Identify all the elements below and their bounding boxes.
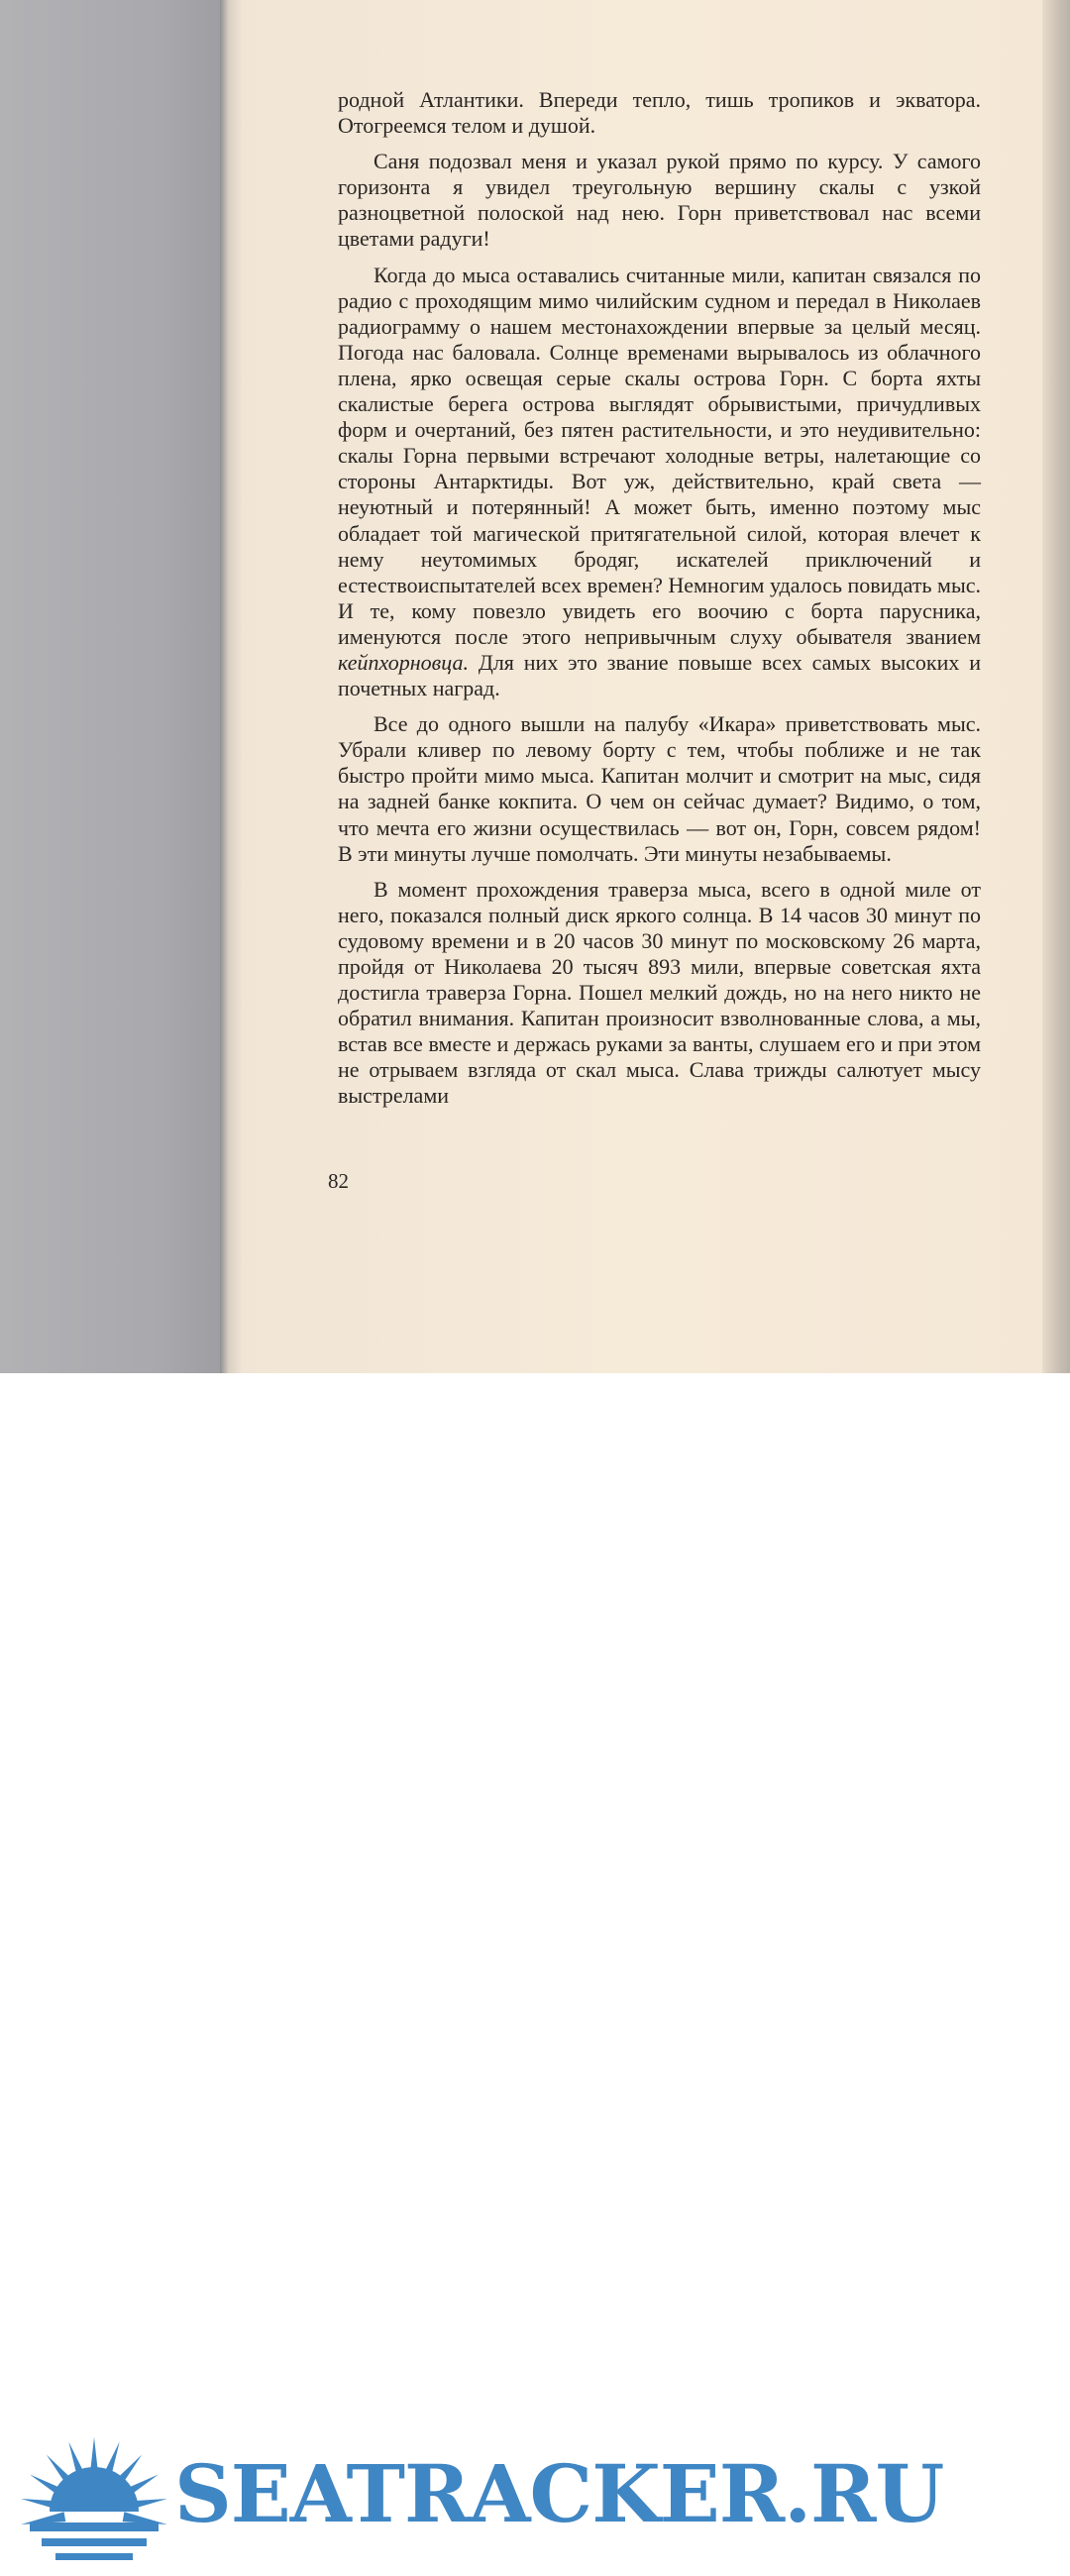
page-right-edge <box>1042 0 1070 1373</box>
paragraph-3-text-before: Когда до мыса оставались считанные мили, капитан связался по радио с проходящим мимо чилийским судном и передал в Николаев радиограмму о нашем местонахождении впервые за целый месяц. Погода нас баловала. Солнце временами вырывалось из облачного плена, ярко освещая серые скалы острова Горн. С борта яхты скалистые берега острова выглядят обрывистыми, причудливых форм и очертаний, без пятен растительности, и это неудивительно: скалы Горна первыми встречают холодные ветры, налетающие со стороны Антарктиды. Вот уж, действительно, край света — неуютный и потерянный! А может быть, именно поэтому мыс обладает той магической притягательной силой, которая влечет к нему неутомимых бродяг, искателей приключений и естествоиспытателей всех времен? Немногим удалось повидать мыс. И те, кому повезло увидеть его воочию с борта парусника, именуются после этого непривычным слуху обывателя званием <box>338 262 981 649</box>
watermark-text: SEATRACKER.RU <box>174 2447 944 2540</box>
paragraph-3-emphasis: кейпхорновца. <box>338 649 469 675</box>
paragraph-1: родной Атлантики. Впереди тепло, тишь тропиков и экватора. Отогреемся телом и душой. <box>338 87 981 139</box>
paragraph-4: Все до одного вышли на палубу «Икара» приветствовать мыс. Убрали кливер по левому борту с тем, чтобы поближе и не так быстро пройти мимо мыса. Капитан молчит и смотрит на мыс, сидя на задней банке кокпита. О чем он сейчас думает? Видимо, о том, что мечта его жизни осуществилась — вот он, Горн, совсем рядом! В эти минуты лучше помолчать. Эти минуты незабываемы. <box>338 711 981 866</box>
book-spine-edge <box>220 0 242 1373</box>
paragraph-2: Саня подозвал меня и указал рукой прямо по курсу. У самого горизонта я увидел треугольную вершину скалы с узкой разноцветной полоской над нею. Горн приветствовал нас всеми цветами радуги! <box>338 149 981 252</box>
paragraph-3-text-after: Для них это звание повыше всех самых высоких и почетных наград. <box>338 649 981 701</box>
sun-icon <box>10 2427 178 2576</box>
paragraph-5: В момент прохождения траверза мыса, всего в одной миле от него, показался полный диск яркого солнца. В 14 часов 30 минут по судовому времени и в 20 часов 30 минут по московскому 26 марта, пройдя от Николаева 20 тысяч 893 мили, впервые советская яхта достигла траверза Горна. Пошел мелкий дождь, но на него никто не обратил внимания. Капитан произносит взволнованные слова, а мы, встав все вместе и держась руками за ванты, слушаем его и при этом не отрываем взгляда от скал мыса. Слава трижды салютует мысу выстрелами <box>338 876 981 1109</box>
watermark <box>0 1211 1070 2540</box>
paragraph-3 <box>338 263 981 702</box>
page-number: 82 <box>328 1169 349 1193</box>
scan-background <box>0 0 230 1373</box>
page-body-text <box>338 87 981 1110</box>
